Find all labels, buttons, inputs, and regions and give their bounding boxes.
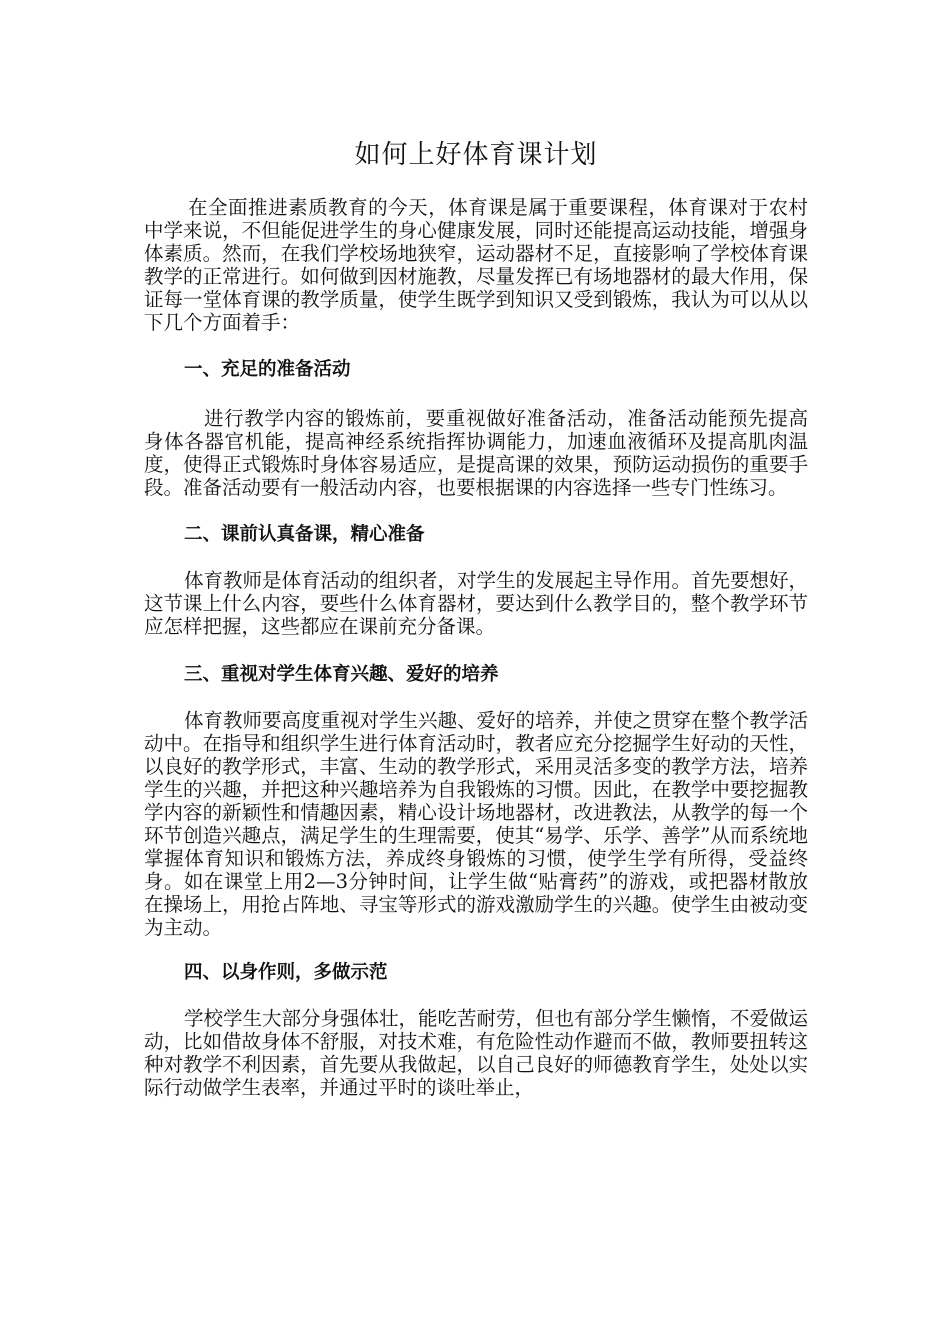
section-body-3: 体育教师要高度重视对学生兴趣、爱好的培养，并使之贯穿在整个教学活动中。在指导和组织学生进行体育活动时，教者应充分挖掘学生好动的天性，以良好的教学形式，丰富、生动的教学形式，采用灵活多变的教学方法，培养学生的兴趣，并把这种兴趣培养为自我锻炼的习惯。因此，在教学中要挖掘教学内容的新颖性和情趣因素，精心设计场地器材，改进教法，从教学的每一个环节创造兴趣点，满足学生的生理需要，使其“易学、乐学、善学”从而系统地掌握体育知识和锻炼方法，养成终身锻炼的习惯，使学生学有所得，受益终身。如在课堂上用2—3分钟时间，让学生做“贴膏药”的游戏，或把器材散放在操场上，用抢占阵地、寻宝等形式的游戏激励学生的兴趣。使学生由被动变为主动。 xyxy=(144,709,809,939)
section-body-2: 体育教师是体育活动的组织者，对学生的发展起主导作用。首先要想好，这节课上什么内容，要些什么体育器材，要达到什么教学目的，整个教学环节应怎样把握，这些都应在课前充分备课。 xyxy=(144,569,809,638)
document-content xyxy=(144,128,808,1099)
section-heading-2: 二、课前认真备课，精心准备 xyxy=(184,524,425,545)
spacer xyxy=(144,499,808,523)
section-body-4: 学校学生大部分身强体壮，能吃苦耐劳，但也有部分学生懒惰，不爱做运动，比如借故身体不舒服，对技术难，有危险性动作避而不做，教师要扭转这种对教学不利因素，首先要从我做起，以自己良好的师德教育学生，处处以实际行动做学生表率，并通过平时的谈吐举止， xyxy=(144,1007,809,1099)
spacer xyxy=(144,984,808,1007)
spacer xyxy=(144,686,808,709)
section-heading-4: 四、以身作则，多做示范 xyxy=(184,962,388,983)
spacer xyxy=(144,638,808,663)
section-heading-3: 三、重视对学生体育兴趣、爱好的培养 xyxy=(184,664,499,685)
spacer xyxy=(144,182,808,196)
spacer xyxy=(144,381,808,407)
spacer xyxy=(144,546,808,569)
intro-paragraph: 在全面推进素质教育的今天，体育课是属于重要课程，体育课对于农村中学来说，不但能促进学生的身心健康发展，同时还能提高运动技能，增强身体素质。然而，在我们学校场地狭窄，运动器材不足，直接影响了学校体育课教学的正常进行。如何做到因材施教，尽量发挥已有场地器材的最大作用，保证每一堂体育课的教学质量，使学生既学到知识又受到锻炼，我认为可以从以下几个方面着手： xyxy=(144,196,808,334)
document-title: 如何上好体育课计划 xyxy=(354,140,598,170)
spacer xyxy=(144,334,808,358)
spacer xyxy=(144,939,808,961)
section-heading-1: 一、充足的准备活动 xyxy=(184,359,351,380)
section-body-1: 进行教学内容的锻炼前，要重视做好准备活动，准备活动能预先提高身体各器官机能，提高神经系统指挥协调能力，加速血液循环及提高肌肉温度，使得正式锻炼时身体容易适应，是提高课的效果，预防运动损伤的重要手段。准备活动要有一般活动内容，也要根据课的内容选择一些专门性练习。 xyxy=(144,407,808,499)
